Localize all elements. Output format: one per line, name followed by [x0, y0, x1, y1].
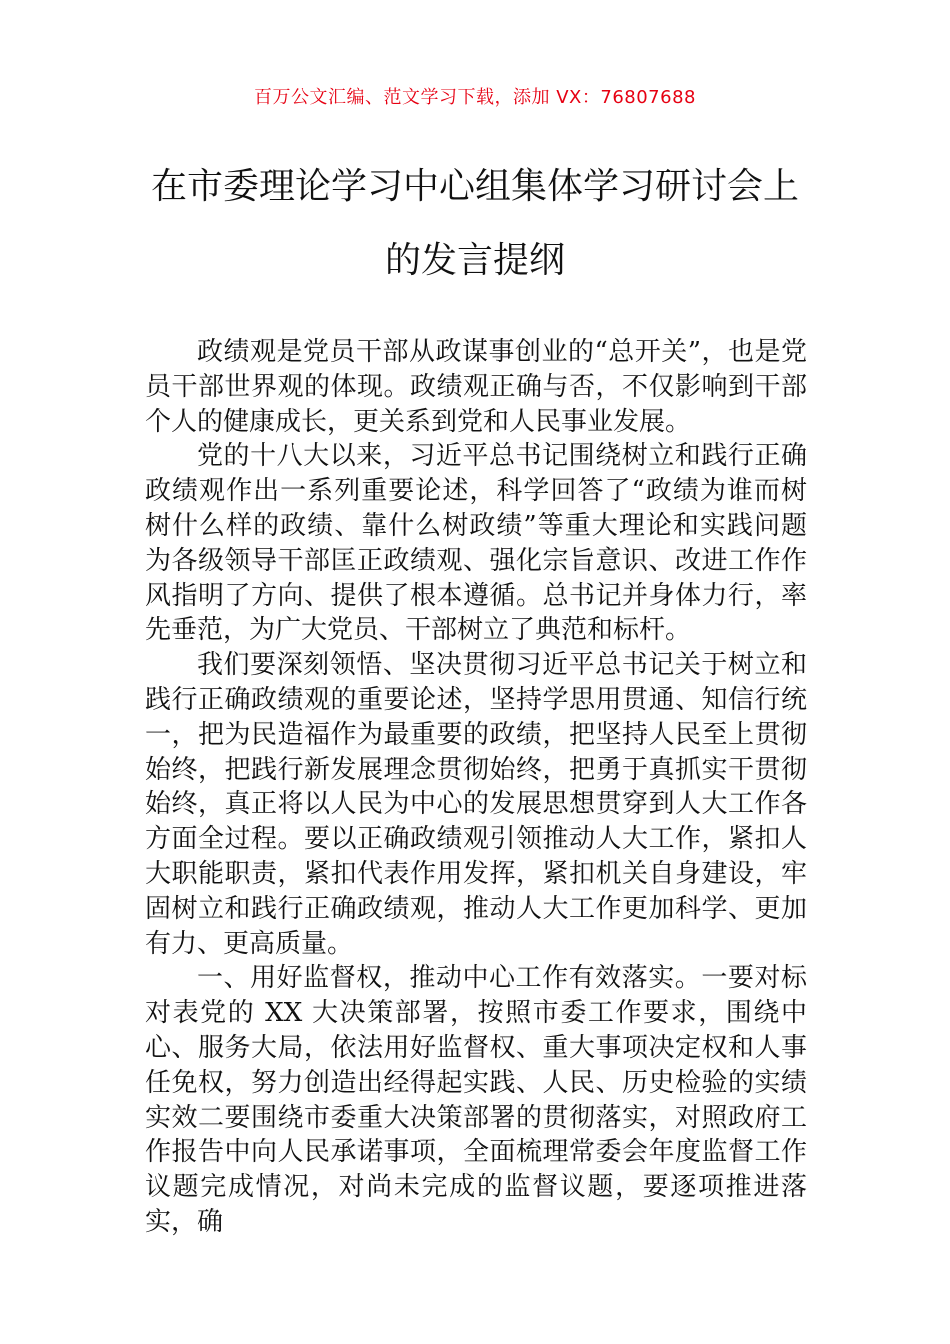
title-line-2: 的发言提纲: [384, 240, 565, 281]
paragraph-2: 党的十八大以来，习近平总书记围绕树立和践行正确政绩观作出一系列重要论述，科学回答了“政绩为谁而树树什么样的政绩、靠什么树政绩”等重大理论和实践问题为各级领导干部匡正政绩观、强化宗旨意识、改进工作作风指明了方向、提供了根本遵循。总书记并身体力行，率先垂范，为广大党员、干部树立了典范和标杆。: [145, 441, 807, 646]
paragraph-4: 一、用好监督权，推动中心工作有效落实。一要对标对表党的 XX 大决策部署，按照市委工作要求，围绕中心、服务大局，依法用好监督权、重大事项决定权和人事任免权，努力创造出经得起实践、人民、历史检验的实绩实效二要围绕市委重大决策部署的贯彻落实，对照政府工作报告中向人民承诺事项，全面梳理常委会年度监督工作议题完成情况，对尚未完成的监督议题，要逐项推进落实，确: [145, 963, 807, 1237]
document-body: [145, 335, 807, 1240]
title-line-1: 在市委理论学习中心组集体学习研讨会上: [150, 166, 799, 207]
paragraph-3: 我们要深刻领悟、坚决贯彻习近平总书记关于树立和践行正确政绩观的重要论述，坚持学思用贯通、知信行统一，把为民造福作为最重要的政绩，把坚持人民至上贯彻始终，把践行新发展理念贯彻始终，把勇于真抓实干贯彻始终，真正将以人民为中心的发展思想贯穿到人大工作各方面全过程。要以正确政绩观引领推动人大工作，紧扣人大职能职责，紧扣代表作用发挥，紧扣机关自身建设，牢固树立和践行正确政绩观，推动人大工作更加科学、更加有力、更高质量。: [145, 650, 807, 959]
document-title: [100, 150, 850, 298]
paragraph-1: 政绩观是党员干部从政谋事创业的“总开关”，也是党员干部世界观的体现。政绩观正确与否，不仅影响到干部个人的健康成长，更关系到党和人民事业发展。: [145, 337, 807, 437]
header-watermark-note: 百万公文汇编、范文学习下载，添加 VX：76807688: [254, 87, 696, 108]
